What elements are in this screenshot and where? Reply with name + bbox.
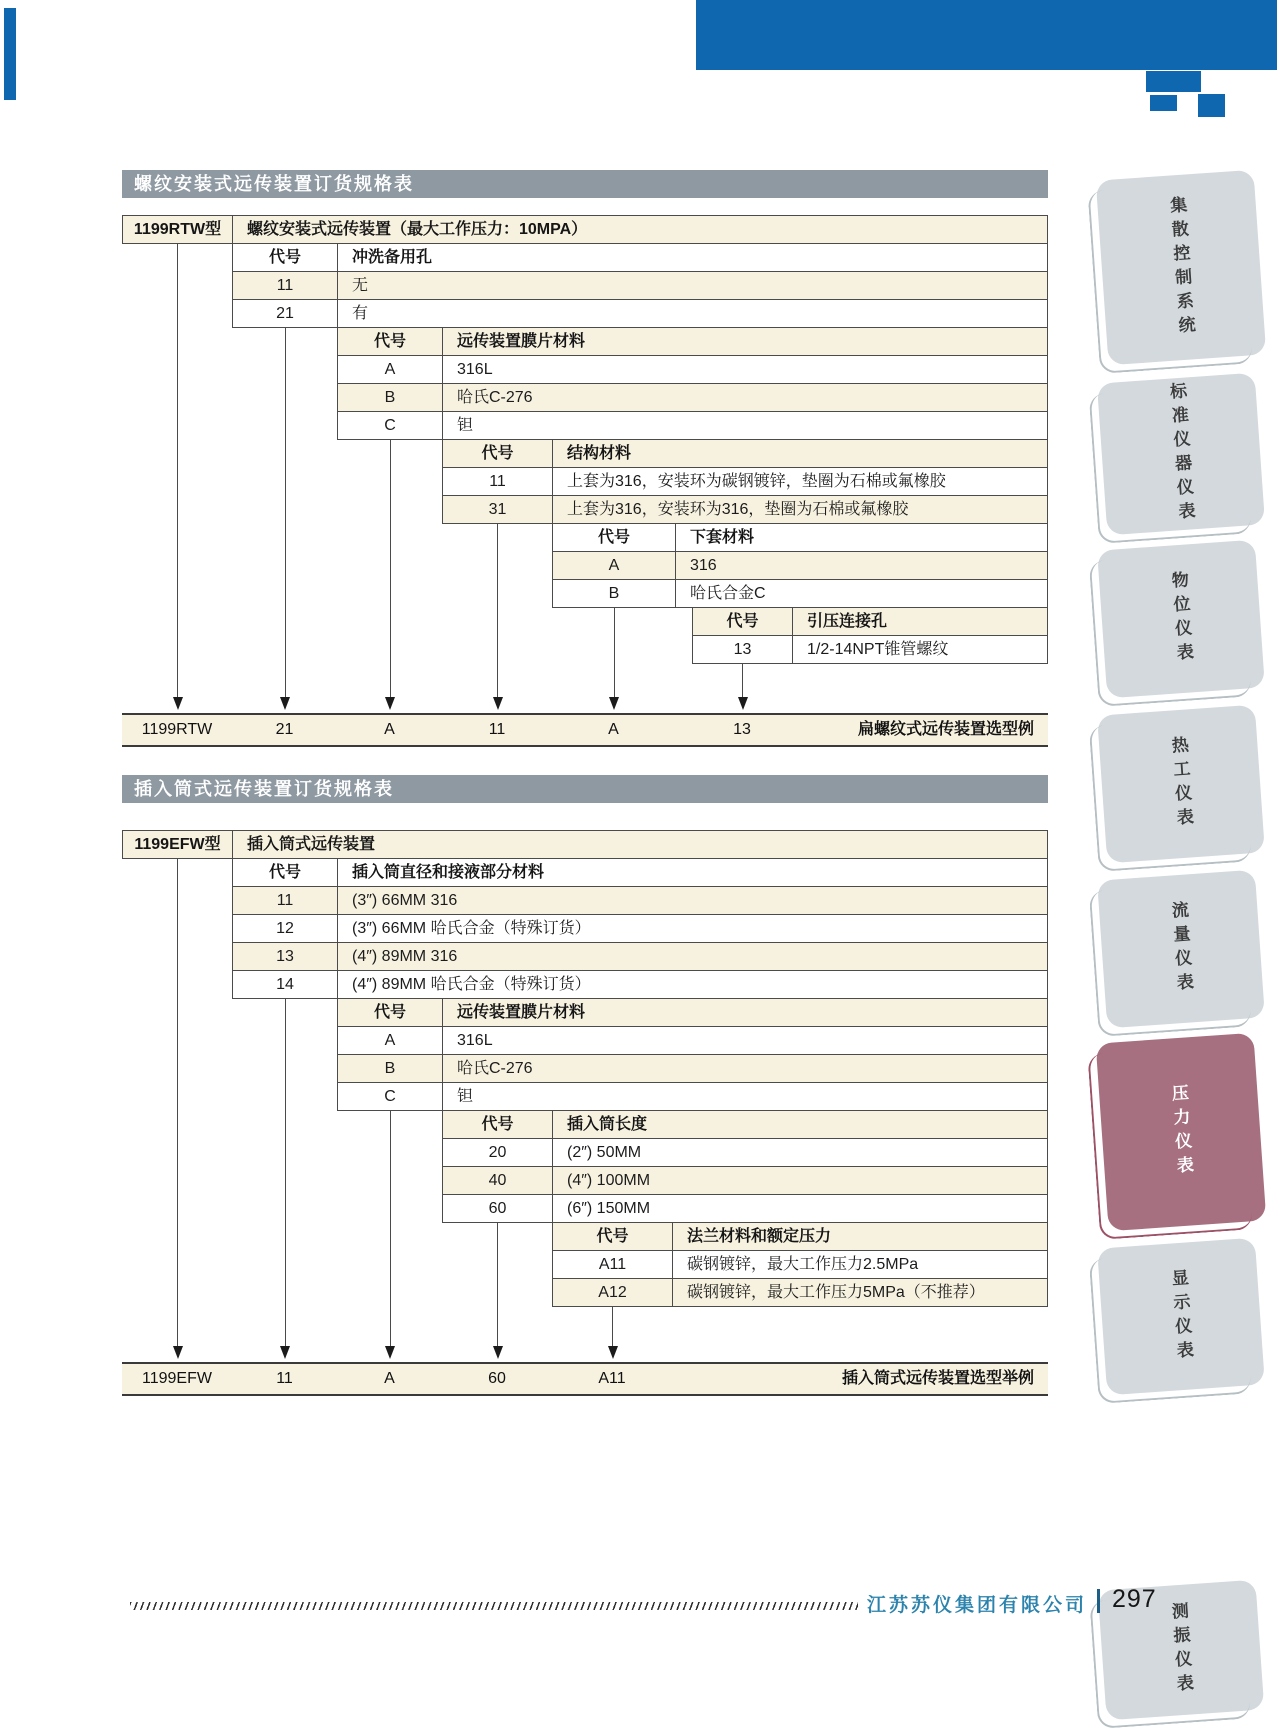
table-row xyxy=(443,1195,1047,1223)
code-cell: 14 xyxy=(233,971,338,998)
selection-connector-line xyxy=(497,1223,498,1346)
desc-cell: 结构材料 xyxy=(567,445,632,462)
desc-cell: (4″) 89MM 316 xyxy=(352,948,458,965)
sidebar-tab-label: 热工仪表 xyxy=(1168,735,1194,833)
table-row xyxy=(233,244,1047,272)
code-cell: 代号 xyxy=(233,859,338,886)
model-row xyxy=(122,830,1048,859)
desc-cell: 钽 xyxy=(457,1088,474,1105)
top-banner xyxy=(696,0,1277,70)
banner-step-block-large xyxy=(1146,71,1201,92)
code-cell: 31 xyxy=(443,496,553,523)
spec-section xyxy=(232,243,1048,328)
down-arrow-icon xyxy=(609,697,619,710)
model-desc-cell: 插入筒式远传装置 xyxy=(247,836,376,853)
sidebar-tab-label: 压力仪表 xyxy=(1168,1083,1194,1181)
sidebar-tab-5[interactable] xyxy=(1097,870,1265,1029)
example-row xyxy=(122,713,1048,747)
code-cell: A xyxy=(553,552,676,579)
sidebar-tab-label: 流量仪表 xyxy=(1168,900,1194,998)
example-value: 11 xyxy=(276,1370,293,1387)
table-row xyxy=(693,608,1047,636)
desc-cell: 碳钢镀锌，最大工作压力5MPa（不推荐） xyxy=(687,1284,985,1301)
top-left-accent-bar xyxy=(4,8,16,100)
model-desc-cell: 螺纹安装式远传装置（最大工作压力：10MPA） xyxy=(247,221,588,238)
table-row xyxy=(443,440,1047,468)
footer-divider-bar xyxy=(1097,1589,1100,1613)
code-cell: 代号 xyxy=(553,524,676,551)
desc-cell: 引压连接孔 xyxy=(807,613,888,630)
table-row xyxy=(338,384,1047,412)
desc-cell: 1/2-14NPT锥管螺纹 xyxy=(807,641,949,658)
down-arrow-icon xyxy=(280,697,290,710)
table-row xyxy=(338,1027,1047,1055)
code-cell: 代号 xyxy=(338,328,443,355)
table-row xyxy=(233,915,1047,943)
example-value: A11 xyxy=(598,1370,626,1387)
table-row xyxy=(233,272,1047,300)
model-code-cell: 1199RTW型 xyxy=(123,216,233,243)
footer-hatch-line xyxy=(130,1602,858,1610)
code-cell: 代号 xyxy=(443,440,553,467)
selection-connector-line xyxy=(497,524,498,697)
sidebar-tab-label: 标准仪器仪表 xyxy=(1166,381,1196,527)
code-cell: B xyxy=(338,1055,443,1082)
selection-connector-line xyxy=(742,664,743,697)
desc-cell: (2″) 50MM xyxy=(567,1144,642,1161)
table-row xyxy=(233,887,1047,915)
desc-cell: 无 xyxy=(352,277,369,294)
example-value: A xyxy=(608,721,619,738)
code-cell: 代号 xyxy=(443,1111,553,1138)
example-value: 11 xyxy=(488,721,506,738)
selection-connector-line xyxy=(177,244,178,697)
spec-section xyxy=(552,1222,1048,1307)
code-cell: 代号 xyxy=(553,1223,673,1250)
code-cell: B xyxy=(338,384,443,411)
table-row xyxy=(338,1083,1047,1111)
spec-section xyxy=(692,607,1048,664)
code-cell: 代号 xyxy=(233,244,338,271)
sidebar-tab-4[interactable] xyxy=(1097,705,1265,864)
banner-step-block-small-right xyxy=(1198,94,1225,117)
table-row xyxy=(338,356,1047,384)
table-row xyxy=(443,496,1047,524)
code-cell: 11 xyxy=(233,272,338,299)
table-row xyxy=(693,636,1047,664)
down-arrow-icon xyxy=(385,1346,395,1359)
selection-connector-line xyxy=(285,328,286,697)
code-cell: C xyxy=(338,412,443,439)
desc-cell: 有 xyxy=(352,305,369,322)
sidebar-tab-label: 物位仪表 xyxy=(1168,570,1194,668)
code-cell: B xyxy=(553,580,676,607)
table-row xyxy=(233,300,1047,328)
sidebar-tab-label: 显示仪表 xyxy=(1168,1267,1194,1366)
code-cell: A12 xyxy=(553,1279,673,1306)
code-cell: C xyxy=(338,1083,443,1110)
code-cell: 60 xyxy=(443,1195,553,1222)
down-arrow-icon xyxy=(608,1346,618,1359)
example-value: 21 xyxy=(275,721,294,738)
table-row xyxy=(443,1111,1047,1139)
code-cell: A xyxy=(338,1027,443,1054)
desc-cell: 远传装置膜片材料 xyxy=(457,1004,586,1021)
desc-cell: 插入筒直径和接液部分材料 xyxy=(352,864,545,881)
code-cell: 12 xyxy=(233,915,338,942)
desc-cell: 钽 xyxy=(457,417,474,434)
code-cell: 11 xyxy=(443,468,553,495)
table-row xyxy=(553,524,1047,552)
desc-cell: 法兰材料和额定压力 xyxy=(687,1228,832,1245)
selection-connector-line xyxy=(390,440,391,697)
table-title-bar: 螺纹安装式远传装置订货规格表 xyxy=(122,170,1048,198)
spec-section xyxy=(232,858,1048,999)
selection-connector-line xyxy=(177,859,178,1346)
code-cell: 代号 xyxy=(693,608,793,635)
example-label: 扁螺纹式远传装置选型例 xyxy=(857,721,1034,738)
desc-cell: 316L xyxy=(457,361,493,378)
sidebar-tab-1[interactable] xyxy=(1096,170,1267,366)
down-arrow-icon xyxy=(280,1346,290,1359)
table-row xyxy=(553,1223,1047,1251)
desc-cell: 上套为316，安装环为碳钢镀锌，垫圈为石棉或氟橡胶 xyxy=(567,473,946,490)
down-arrow-icon xyxy=(738,697,748,710)
desc-cell: 316L xyxy=(457,1032,493,1049)
table-row xyxy=(553,1251,1047,1279)
footer-page-number: 297 xyxy=(1112,1585,1157,1613)
table-row xyxy=(338,999,1047,1027)
code-cell: 40 xyxy=(443,1167,553,1194)
desc-cell: 冲洗备用孔 xyxy=(352,249,433,266)
example-value: 13 xyxy=(733,721,751,738)
down-arrow-icon xyxy=(493,1346,503,1359)
desc-cell: (4″) 89MM 哈氏合金（特殊订货） xyxy=(352,976,591,993)
sidebar-tab-6[interactable] xyxy=(1096,1033,1267,1232)
table-title-bar: 插入筒式远传装置订货规格表 xyxy=(122,775,1048,803)
sidebar-tab-label: 测振仪表 xyxy=(1168,1601,1194,1699)
selection-connector-line xyxy=(285,999,286,1346)
desc-cell: 碳钢镀锌，最大工作压力2.5MPa xyxy=(687,1256,919,1273)
down-arrow-icon xyxy=(173,697,183,710)
table-row xyxy=(233,971,1047,999)
down-arrow-icon xyxy=(385,697,395,710)
table-row xyxy=(443,468,1047,496)
table-row xyxy=(233,943,1047,971)
code-cell: 20 xyxy=(443,1139,553,1166)
banner-step-block-small-left xyxy=(1150,95,1177,111)
table-row xyxy=(553,580,1047,608)
table-row xyxy=(233,859,1047,887)
desc-cell: (3″) 66MM 哈氏合金（特殊订货） xyxy=(352,920,591,937)
model-code-cell: 1199EFW型 xyxy=(123,831,233,858)
example-value: 1199EFW xyxy=(142,1370,212,1387)
desc-cell: 哈氏C-276 xyxy=(457,1060,533,1077)
model-row xyxy=(122,215,1048,244)
code-cell: 13 xyxy=(693,636,793,663)
sidebar-tab-label: 集散控制系统 xyxy=(1166,195,1196,340)
desc-cell: 远传装置膜片材料 xyxy=(457,333,586,350)
table-row xyxy=(553,552,1047,580)
sidebar-tab-2[interactable] xyxy=(1097,373,1265,536)
code-cell: 13 xyxy=(233,943,338,970)
spec-section xyxy=(442,1110,1048,1223)
example-value: 60 xyxy=(488,1370,506,1387)
down-arrow-icon xyxy=(173,1346,183,1359)
desc-cell: (4″) 100MM xyxy=(567,1172,651,1189)
desc-cell: (3″) 66MM 316 xyxy=(352,892,458,909)
spec-section xyxy=(442,439,1048,524)
example-row xyxy=(122,1362,1048,1396)
table-row xyxy=(553,1279,1047,1307)
table-row xyxy=(338,1055,1047,1083)
selection-connector-line xyxy=(612,1307,613,1346)
footer-company-name: 江苏苏仪集团有限公司 xyxy=(867,1595,1088,1616)
code-cell: A11 xyxy=(553,1251,673,1278)
example-value: 1199RTW xyxy=(141,721,213,738)
desc-cell: 哈氏合金C xyxy=(690,585,766,602)
selection-connector-line xyxy=(614,608,615,697)
desc-cell: 316 xyxy=(690,557,717,574)
desc-cell: 插入筒长度 xyxy=(567,1116,648,1133)
example-label: 插入筒式远传装置选型举例 xyxy=(841,1370,1034,1387)
spec-section xyxy=(552,523,1048,608)
table-row xyxy=(338,328,1047,356)
example-value: A xyxy=(384,1370,395,1387)
table-row xyxy=(443,1139,1047,1167)
table-row xyxy=(338,412,1047,440)
sidebar-tab-7[interactable] xyxy=(1097,1238,1265,1396)
desc-cell: 哈氏C-276 xyxy=(457,389,533,406)
down-arrow-icon xyxy=(493,697,503,710)
example-value: A xyxy=(384,721,395,738)
spec-section xyxy=(337,998,1048,1111)
desc-cell: (6″) 150MM xyxy=(567,1200,651,1217)
code-cell: 11 xyxy=(233,887,338,914)
desc-cell: 上套为316，安装环为316，垫圈为石棉或氟橡胶 xyxy=(567,501,909,518)
spec-section xyxy=(337,327,1048,440)
code-cell: 21 xyxy=(233,300,338,327)
table-row xyxy=(443,1167,1047,1195)
code-cell: 代号 xyxy=(338,999,443,1026)
selection-connector-line xyxy=(390,1111,391,1346)
code-cell: A xyxy=(338,356,443,383)
desc-cell: 下套材料 xyxy=(690,529,755,546)
sidebar-tab-3[interactable] xyxy=(1097,540,1265,699)
